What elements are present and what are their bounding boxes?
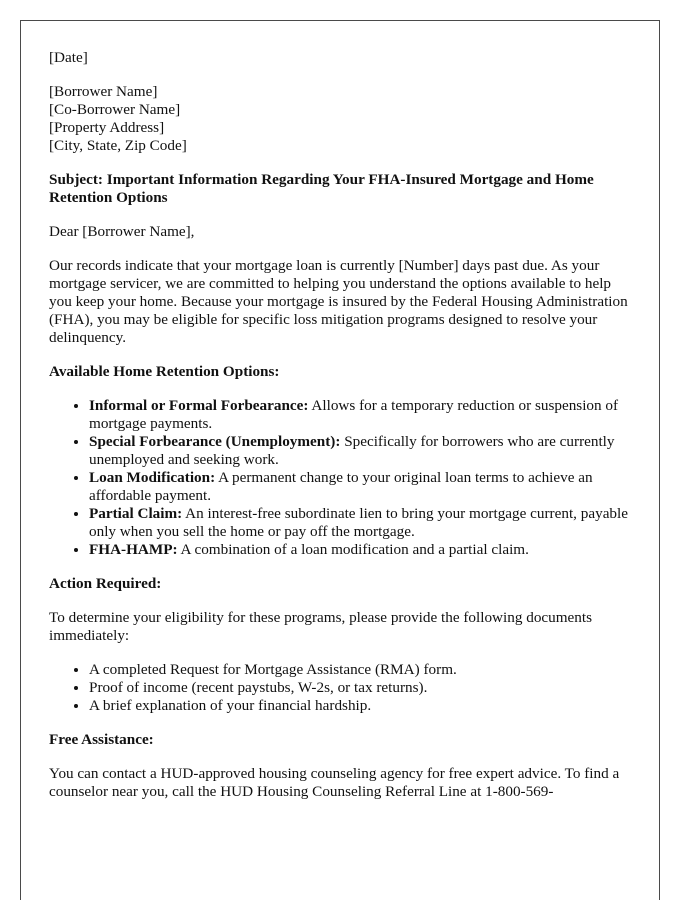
option-description: Allows for a temporary reduction or suspension of mortgage payments. <box>89 397 619 432</box>
letter-subject: Subject: Important Information Regarding Your FHA-Insured Mortgage and Home Retention Options <box>49 171 594 206</box>
option-term: Informal or Formal Forbearance: <box>89 397 309 414</box>
option-term: Special Forbearance (Unemployment): <box>89 433 341 450</box>
letter-content <box>49 49 634 817</box>
city-state-zip: [City, State, Zip Code] <box>49 137 187 154</box>
list-item <box>89 469 634 505</box>
letter-date: [Date] <box>49 49 88 66</box>
options-list <box>49 397 634 559</box>
list-item: • A completed Request for Mortgage Assistance (RMA) form. <box>89 661 634 679</box>
documents-list <box>49 661 634 715</box>
list-item: • Proof of income (recent paystubs, W-2s, or tax returns). <box>89 679 634 697</box>
salutation: Dear [Borrower Name], <box>49 223 195 240</box>
letter-page <box>20 20 660 900</box>
list-item <box>89 505 634 541</box>
option-term: Loan Modification: <box>89 469 216 486</box>
action-heading: Action Required: <box>49 575 162 592</box>
option-term: Partial Claim: <box>89 505 183 522</box>
option-term: FHA-HAMP: <box>89 541 178 558</box>
assistance-heading: Free Assistance: <box>49 731 154 748</box>
options-heading: Available Home Retention Options: <box>49 363 280 380</box>
list-item <box>89 397 634 433</box>
action-paragraph: To determine your eligibility for these programs, please provide the following documents immediately: <box>49 609 593 644</box>
list-item <box>89 541 634 559</box>
property-address: [Property Address] <box>49 119 165 136</box>
list-item <box>89 433 634 469</box>
option-description: A combination of a loan modification and a partial claim. <box>177 541 529 558</box>
co-borrower-name: [Co-Borrower Name] <box>49 101 181 118</box>
assistance-paragraph: You can contact a HUD-approved housing counseling agency for free expert advice. To find a counselor near you, call the HUD Housing Counseling Referral Line at 1-800-569- <box>49 765 620 800</box>
list-item: • A brief explanation of your financial hardship. <box>89 697 634 715</box>
intro-paragraph: Our records indicate that your mortgage loan is currently [Number] days past due. As your mortgage servicer, we are committed to helping you understand the options available to help you keep your home. Because your mortgage is insured by the Federal Housing Administration (FHA), you may be eligible for specific loss mitigation programs designed to resolve your delinquency. <box>49 257 628 346</box>
recipient-address-block <box>49 83 634 155</box>
borrower-name: [Borrower Name] <box>49 83 158 100</box>
option-description: A permanent change to your original loan terms to achieve an affordable payment. <box>89 469 593 504</box>
option-description: An interest-free subordinate lien to bring your mortgage current, payable only when you sell the home or pay off the mortgage. <box>89 505 628 540</box>
option-description: Specifically for borrowers who are currently unemployed and seeking work. <box>89 433 615 468</box>
